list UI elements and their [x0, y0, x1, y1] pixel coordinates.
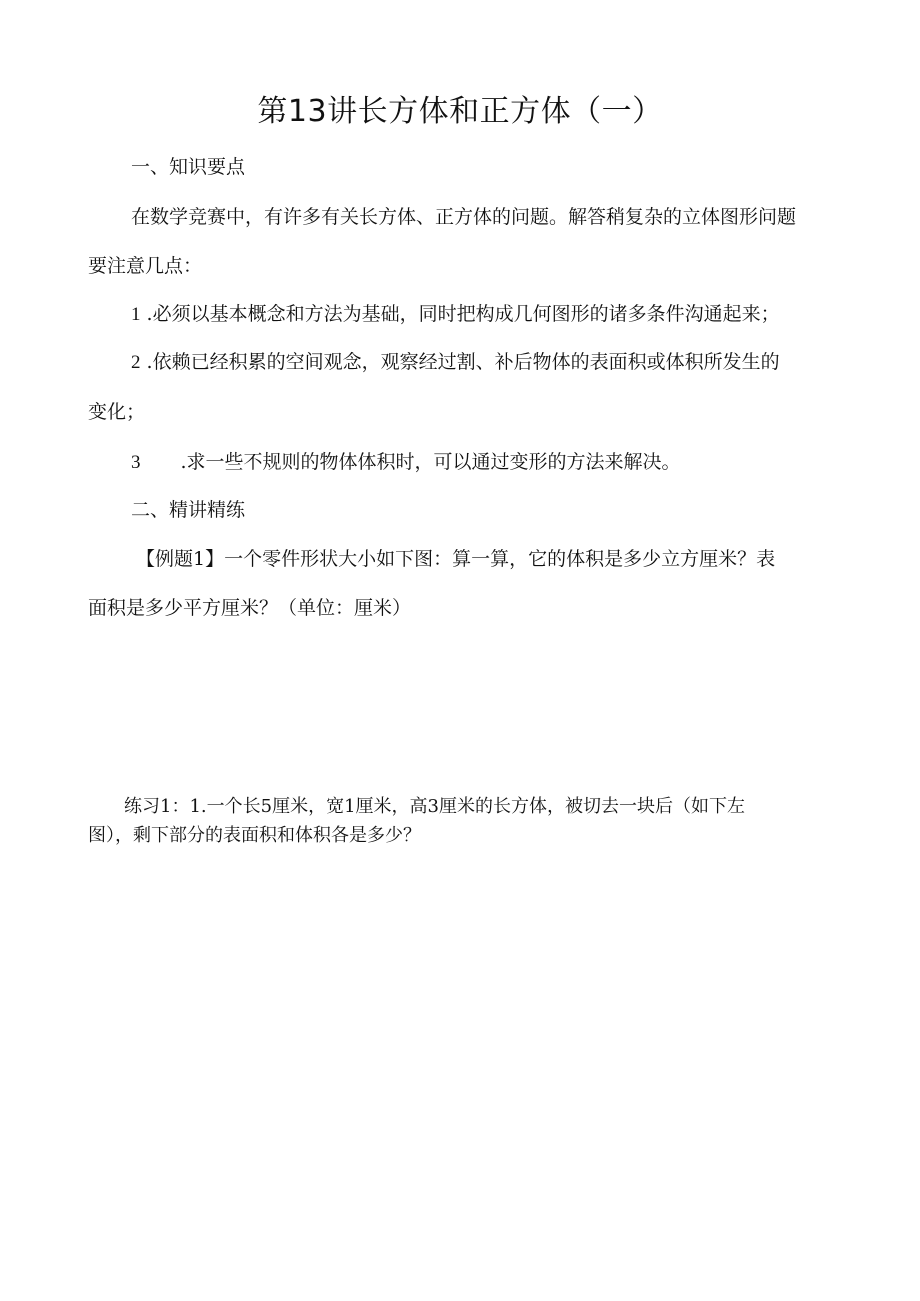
- point-3-text: .求一些不规则的物体体积时，可以通过变形的方法来解决。: [180, 451, 681, 473]
- point-1-text: .必须以基本概念和方法为基础，同时把构成几何图形的诸多条件沟通起来；: [146, 303, 780, 325]
- point-3-number: 3: [131, 452, 141, 473]
- point-2-continuation: 变化；: [88, 401, 146, 423]
- point-1: [131, 302, 780, 327]
- point-2-text: .依赖已经积累的空间观念，观察经过割、补后物体的表面积或体积所发生的: [146, 351, 780, 373]
- intro-paragraph-line-2: 要注意几点：: [88, 255, 203, 277]
- exercise-1-line-2: 图），剩下部分的表面积和体积各是多少？: [88, 825, 421, 846]
- intro-paragraph-line-1: 在数学竞赛中，有许多有关长方体、正方体的问题。解答稍复杂的立体图形问题: [131, 206, 797, 228]
- section-heading-practice: 二、精讲精练: [131, 499, 246, 521]
- example-1-line-1: 【例题1】一个零件形状大小如下图：算一算，它的体积是多少立方厘米？表: [136, 548, 776, 570]
- point-2-number: 2: [131, 352, 141, 373]
- page-title: 第13讲长方体和正方体（一）: [257, 94, 663, 129]
- point-3: [131, 450, 681, 475]
- exercise-1-line-1: 练习1：1.一个长5厘米，宽1厘米，高3厘米的长方体，被切去一块后（如下左: [124, 796, 745, 817]
- point-2: [131, 350, 780, 375]
- example-1-line-2: 面积是多少平方厘米？（单位：厘米）: [88, 597, 412, 619]
- section-heading-knowledge: 一、知识要点: [131, 156, 246, 178]
- point-1-number: 1: [131, 304, 141, 325]
